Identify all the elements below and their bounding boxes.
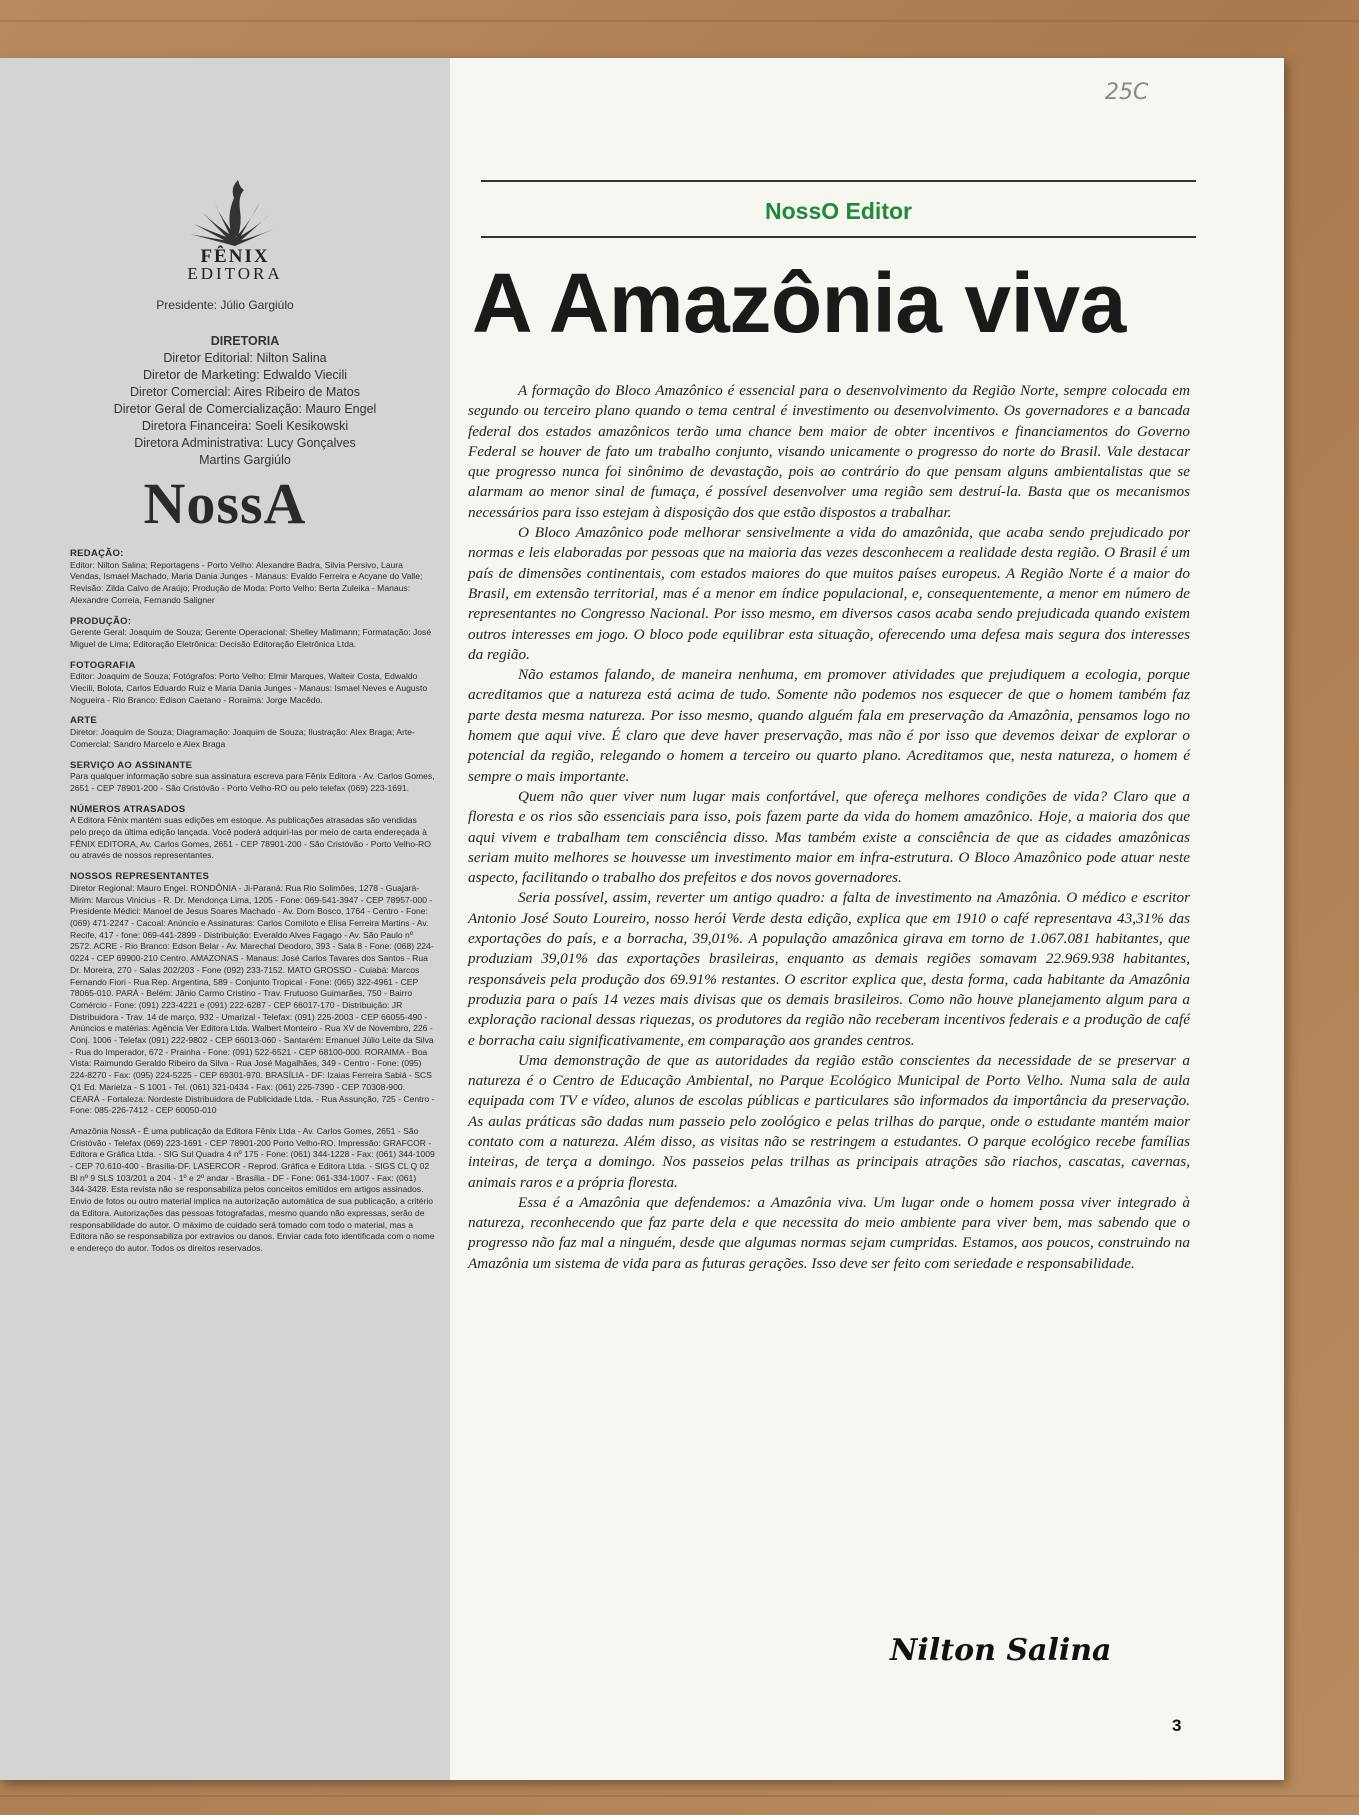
article-paragraph: Essa é a Amazônia que defendemos: a Amazônia viva. Um lugar onde o homem possa viver integrado à natureza, reconhecendo que faz parte dela e que necessita do meio ambiente para viver bem, mas sabendo que o progresso não faz mal a ninguém, desde que algumas normas sejam cumpridas. Estamos, aos poucos, construindo na Amazônia um sistema de vida para as futuras gerações. Isso deve ser feito com seriedade e responsabilidade. (468, 1193, 1190, 1272)
article-paragraph: A formação do Bloco Amazônico é essencial para o desenvolvimento da Região Norte, sempre colocada em segundo ou terceiro plano quando o tema central é investimento ou desenvolvimento. Os governadores e a bancada federal dos estados amazônicos terão uma chance bem maior de obter incentivos e financiamentos do Governo Federal se houver de fato um trabalho conjunto, visando unicamente o progresso do norte do Brasil. Vale destacar que progresso nunca foi sinônimo de devastação, pois ao contrário do que pensam alguns ambientalistas que se alarmam ao menor sinal de fumaça, é possível desenvolver uma região sem destruí-la. Basta que os mecanismos necessários para isso estejam à disposição dos que estão dispostos a trabalhar. (468, 382, 1190, 521)
credit-text: Editor: Joaquim de Souza; Fotógrafos: Porto Velho: Elmir Marques, Walteir Costa, Edwaldo Viecili, Bolota, Carlos Eduardo Ruiz e Maria Dania Junges - Manaus: Ismael Neves e Augusto Nogueira - Rio Branco: Edison Caetano - Roraima: Jorge Macêdo. (70, 671, 428, 705)
credit-section (70, 660, 435, 707)
credit-section (70, 804, 435, 863)
section-rule (481, 236, 1196, 238)
credit-text: Diretor Regional: Mauro Engel. RONDÔNIA - Ji-Paraná: Rua Rio Solimões, 1278 - Guajará-Mirim: Marcus Vinicius - R. Dr. Mendonça Lima, 1205 - Fone: 069-541-3947 - CEP 78957-000 - Presidente Médici: Manoel de Jesus Soares Machado - Av. Dom Bosco, 1764 - Centro - Fone: (069) 471-2247 - Cacoal: Anúncio e Assinaturas: Carlos Comiloto e Elisa Ferreira Martins - Av. Recife, 417 - fone: 069-441-2899 - Distribuição: Everaldo Alves Fagago - Av. São Paulo nº 2572. ACRE - Rio Branco: Edson Belar - Av. Marechal Deodoro, 393 - Sala 8 - Fone: (068) 224-0224 - CEP 69900-210 Centro. AMAZONAS - Manaus: José Carlos Tavares dos Santos - Rua Dr. Moreira, 270 - Salas 202/203 - Fone (092) 233-7152. MATO GROSSO - Cuiabá: Marcos Fernando Fiori - Rua Rep. Argentina, 589 - Conjunto Tropical - Fone: (065) 322-4961 - CEP 78065-010. PARÁ - Belém: Jânio Carmo Cristino - Trav. Frutuoso Guimarães, 750 - Bairro Comércio - Fone: (091) 223-4221 e (091) 222-6287 - CEP 66017-170 - Distribuição: JR Distribuidora - Trav. 14 de março, 932 - Umarizal - Telefax: (091) 225-2003 - CEP 66055-490 - Anúncios e matérias: Agência Ver Editora Ltda. Walbert Monteiro - Rua XV de Novembro, 226 - Conj. 1006 - Telefax (091) 222-9802 - CEP 66013-060 - Santarém: Emanuel Júlio Leite da Silva - Rua do Imperador, 672 - Prainha - Fone: (091) 522-6521 - CEP 68100-000. RORAIMA - Boa Vista: Raimundo Geraldo Ribeiro da Silva - Rua José Magalhães, 349 - Centro - Fone: (095) 224-8270 - Fax: (095) 224-5225 - CEP 69301-970. BRASÍLIA - DF: Izaias Ferreira Sabiá - SCS Q1 Ed. Marielza - S 1001 - Tel. (061) 321-0434 - Fax: (061) 225-7390 - CEP 70308-900. CEARÁ - Fortaleza: Nordeste Distribuidora de Publicidade Ltda. - Rua Assunção, 725 - Centro - Fone: 085-226-7412 - CEP 60050-010 (70, 882, 435, 1116)
credit-text: Gerente Geral: Joaquim de Souza; Gerente Operacional: Shelley Mallmann; Formatação: José Miguel de Lima; Editoração Eletrônica: Decisão Editoração Eletrônica Ltda. (70, 627, 432, 649)
credit-text: Diretor: Joaquim de Souza; Diagramação: Joaquim de Souza; Ilustração: Alex Braga; Arte-Comercial: Sandro Marcelo e Alex Braga (70, 727, 415, 749)
diretoria-line: Diretor Comercial: Aires Ribeiro de Matos (130, 385, 360, 399)
logo-line2: EDITORA (187, 264, 283, 283)
section-label: NossO Editor (765, 198, 912, 224)
article-body (468, 381, 1190, 1274)
article-paragraph: Não estamos falando, de maneira nenhuma, em promover atividades que prejudiquem a ecologia, porque acreditamos que a natureza está acima de tudo. Somente não podemos nos esquecer de que o homem também faz parte desta mesma natureza. Por isso mesmo, quando alguém fala em preservação da Amazônia, pensamos logo no homem que aqui vive. É claro que deve haver preservação, mas não é por isso que devemos deixar de explorar o potencial da região, relegando o homem a terceiro ou quarto plano. Acreditamos que, nesta natureza, o homem é sempre o mais importante. (468, 666, 1190, 785)
diretoria-line: Diretor de Marketing: Edwaldo Viecili (142, 368, 348, 382)
credit-text: Editor: Nilton Salina; Reportagens - Porto Velho: Alexandre Badra, Silvia Persivo, Laura Vendas, Ismael Machado, Maria Dania Junges - Manaus: Evaldo Ferreira e Acyane do Valle; Revisão: Zilda Calvo de Araújo; Produção de Moda: Porto Velho: Berta Zuleika - Manaus: Alexandre Correia, Fernando Saligner (70, 559, 423, 605)
president-line: Presidente: Júlio Gargiúlo (156, 298, 294, 312)
credit-text: Para qualquer informação sobre sua assinatura escreva para Fênix Editora - Av. Carlos Gomes, 2651 - CEP 78901-200 - São Cristóvão - Porto Velho-RO ou pelo telefax (069) 223-1691. (70, 771, 435, 793)
credit-section (70, 1126, 435, 1255)
credit-heading: PRODUÇÃO: (70, 615, 132, 627)
credit-text: Amazônia NossA - É uma publicação da Editora Fênix Ltda - Av. Carlos Gomes, 2651 - São Cristóvão - Telefax (069) 223-1691 - CEP 78901-200 Porto Velho-RO. Impressão: GRAFCOR - Editora e Gráfica Ltda. - SIG Sul Quadra 4 nº 175 - Fone: (061) 344-1228 - Fax: (061) 344-1009 - CEP 70.610-400 - Brasília-DF. LASERCOR - Reprod. Gráfica e Editora Ltda. - SIGS CL Q 02 Bl nº 9 SLS 103/201 a 204 - 1º e 2º andar - Brasília - DF - Fone: 061-334-1007 - Fax: (061) 344-3428. Esta revista não se responsabiliza pelos conceitos emitidos em artigos assinados. Envio de fotos ou outro material implica na autorização automática de sua publicação, a critério da Editora. Autorizações das pessoas fotografadas, mesmo quando não expressas, serão de responsabilidade do autor. O máximo de cuidado será tomado com todo o material, mas a Editora não se responsabiliza por extravios ou danos. Enviar cada foto identificada com o nome e endereço do autor. Todos os direitos reservados. (70, 1125, 435, 1253)
page-number: 3 (1172, 1716, 1182, 1735)
diretoria-line: Diretora Financeira: Soeli Kesikowski (141, 419, 349, 433)
credit-heading: FOTOGRAFIA (70, 659, 136, 671)
credit-text: A Editora Fênix mantém suas edições em estoque. As publicações atrasadas são vendidas pelo preço da última edição lançada. Você poderá adquiri-las por meio de carta endereçada à FÊNIX EDITORA, Av. Carlos Gomes, 2651 - CEP 78901-200 - São Cristóvão - Porto Velho-RO ou através de nossos representantes. (70, 815, 431, 861)
credit-heading: REDAÇÃO: (70, 548, 124, 559)
magazine-page (0, 58, 1284, 1780)
credit-heading: ARTE (70, 715, 98, 727)
credit-section (70, 760, 435, 795)
handwritten-corner-note: 25C (1105, 80, 1149, 105)
diretoria-heading: DIRETORIA (210, 334, 280, 348)
credit-section (70, 871, 435, 1117)
diretoria-line: Diretora Administrativa: Lucy Gonçalves (134, 436, 356, 450)
logo-line1: FÊNIX (200, 246, 270, 267)
top-rule (481, 180, 1196, 182)
diretoria-line: Diretor Editorial: Nilton Salina (163, 351, 327, 365)
diretoria-line: Martins Gargiúlo (199, 453, 291, 467)
credit-section (70, 616, 435, 651)
article-paragraph: Quem não quer viver num lugar mais confortável, que ofereça melhores condições de vida? Claro que a floresta e os rios são essenciais para isso, pois fazem parte da vida do homem amazônico. Hoje, a maioria dos que aqui vivem e trabalham tem consciência disso. Mas também existe a consciência de que as cidades amazônicas seriam muito melhores se houvesse um investimento maior em infra-estrutura. O Bloco Amazônico pode atuar neste aspecto, facilitando o trabalho dos prefeitos e dos novos governadores. (468, 787, 1190, 887)
headline: A Amazônia viva (472, 256, 1126, 350)
credits-block (70, 548, 435, 1264)
article-paragraph: Seria possível, assim, reverter um antigo quadro: a falta de investimento na Amazônia. O médico e escritor Antonio José Souto Loureiro, nosso herói Verde desta edição, explica que em 1910 o café representava 43,31% das exportações do país, e a borracha, 39,01%. A população amazônica girava em torno de 1.067.081 habitantes, que produziam 39,01% das exportações brasileiras, enquanto as demais regiões somavam 22.969.938 habitantes, responsáveis pela produção dos 69.91% restantes. O escritor explica que, desta forma, cada habitante da Amazônia produzia para o país 14 vezes mais divisas que os demais brasileiros. Como não houve planejamento algum para a exploração racional dessas riquezas, os produtores da região não receberam incentivos federais e a produção de café e borracha caiu significativamente, em comparação aos grandes centros. (468, 889, 1190, 1049)
diretoria-block (60, 333, 430, 469)
credit-heading: NÚMEROS ATRASADOS (70, 803, 186, 815)
credit-section (70, 548, 435, 607)
diretoria-line: Diretor Geral de Comercialização: Mauro Engel (113, 402, 377, 416)
masthead-sidebar (0, 58, 450, 1780)
article-paragraph: Uma demonstração de que as autoridades da região estão conscientes da necessidade de se preservar a natureza é o Centro de Educação Ambiental, no Parque Ecológico Municipal de Porto Velho. Numa sala de aula equipada com TV e vídeo, alunos de escolas públicas e particulares são informados da importância da preservação. As aulas práticas são dadas num passeio pelo zoológico e pelas trilhas do parque, onde o estudante mantém maior contato com a natureza. Além disso, as visitas não se restringem a estudantes. O parque ecológico recebe famílias inteiras, de terça a domingo. Nos passeios pelas trilhas as principais atrações são riachos, cascatas, cavernas, animais raros e a própria floresta. (468, 1051, 1190, 1191)
fenix-editora-logo (175, 176, 295, 282)
phoenix-icon (180, 176, 290, 248)
credit-heading: SERVIÇO AO ASSINANTE (70, 759, 193, 771)
author-signature: Nilton Salina (890, 1633, 1112, 1668)
credit-heading: NOSSOS REPRESENTANTES (70, 871, 210, 883)
credit-section (70, 715, 435, 750)
editorial-column (450, 58, 1284, 1780)
article-paragraph: O Bloco Amazônico pode melhorar sensivelmente a vida do amazônida, que acaba sendo prejudicado por normas e leis elaboradas por pessoas que na maioria das vezes desconhecem a realidade desta região. O Brasil é um país de dimensões continentais, com estados maiores do que muitos países europeus. A Região Norte é a maior do Brasil, em extensão territorial, mas é a menor em índice populacional, e, consequentemente, a menor em número de representantes no Congresso Nacional. Por isso mesmo, em diversos casos acaba sendo prejudicada quando existem outros interesses em jogo. O bloco pode equilibrar esta situação, oferecendo uma defesa mais segura dos interesses da região. (468, 524, 1190, 663)
nossa-masthead: NossA (143, 471, 307, 536)
